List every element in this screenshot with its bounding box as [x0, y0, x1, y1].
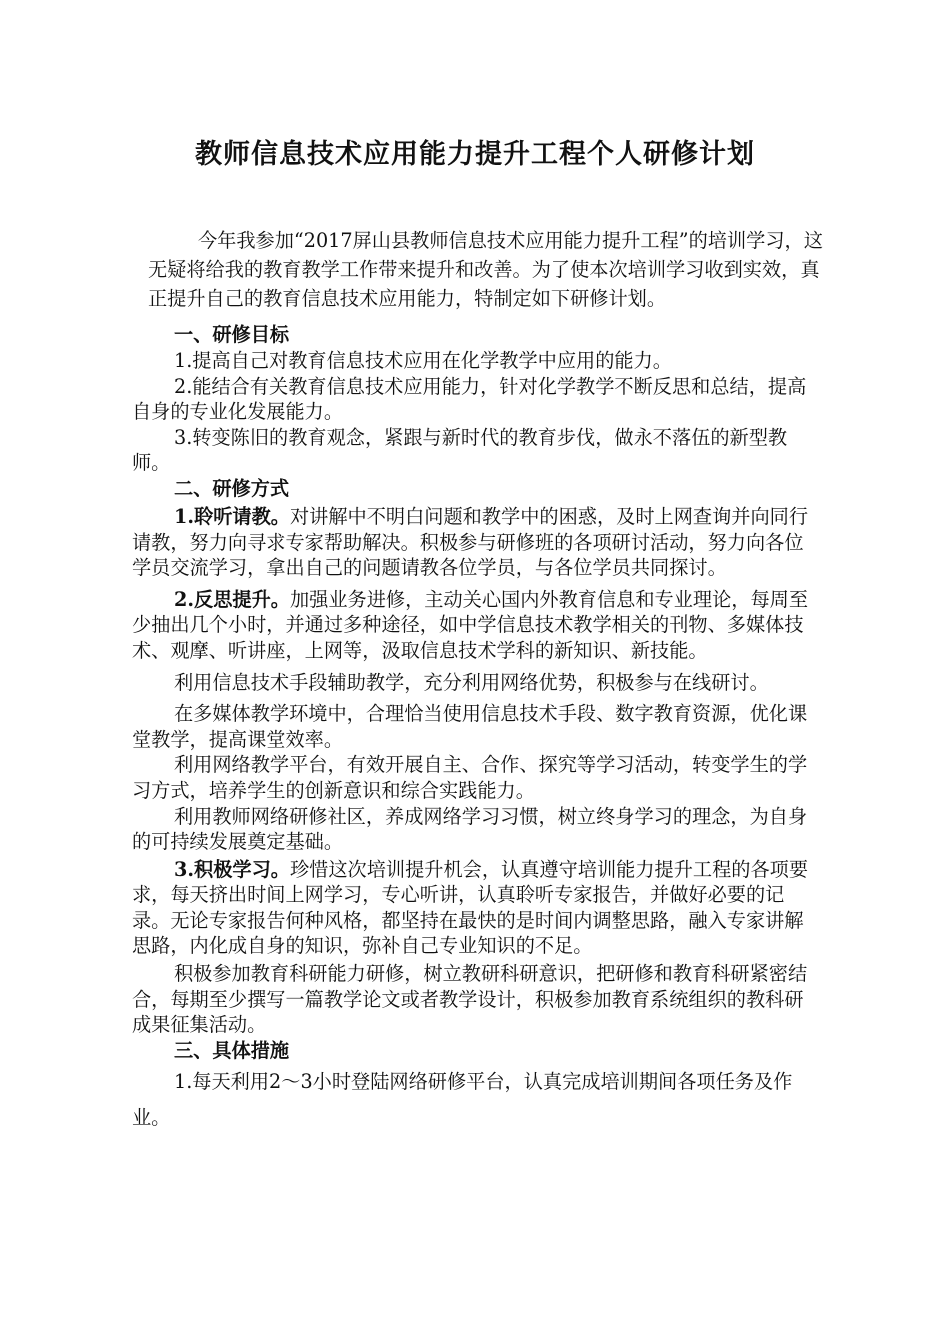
method-paragraph: [132, 857, 820, 959]
document-body: [132, 322, 820, 1136]
measure-item: 1.每天利用2～3小时登陆网络研修平台，认真完成培训期间各项任务及作业。: [132, 1069, 793, 1129]
document-title: 教师信息技术应用能力提升工程个人研修计划: [195, 139, 755, 170]
goal-item: 2.能结合有关教育信息技术应用能力，针对化学教学不断反思和总结，提高自身的专业化发展能力。: [132, 374, 807, 424]
method-paragraph: 利用教师网络研修社区，养成网络学习习惯，树立终身学习的理念，为自身的可持续发展奠定基础。: [132, 804, 808, 854]
method-paragraph: [132, 587, 820, 664]
method-lead: 3.积极学习。: [174, 857, 290, 881]
method-paragraph: 在多媒体教学环境中，合理恰当使用信息技术手段、数字教育资源，优化课堂教学，提高课堂效率。: [132, 702, 808, 751]
method-text: 珍惜这次培训提升机会，认真遵守培训能力提升工程的各项要求，每天挤出时间上网学习，专心听讲，认真聆听专家报告，并做好必要的记录。无论专家报告何种风格，都坚持在最快的是时间内调整思路，融入专家讲解思路，内化成自身的知识，弥补自己专业知识的不足。: [132, 857, 809, 958]
method-text: 对讲解中不明白问题和教学中的困惑，及时上网查询并向同行请教，努力向寻求专家帮助解决。积极参与研修班的各项研讨活动，努力向各位学员交流学习，拿出自己的问题请教各位学员，与各位学员共同探讨。: [132, 504, 809, 580]
method-text: 加强业务进修，主动关心国内外教育信息和专业理论，每周至少抽出几个小时，并通过多种途径，如中学信息技术教学相关的刊物、多媒体技术、观摩、听讲座，上网等，汲取信息技术学科的新知识、新技能。: [132, 587, 809, 662]
section-heading-methods: 二、研修方式: [174, 476, 290, 500]
goal-item: 3.转变陈旧的教育观念，紧跟与新时代的教育步伐，做永不落伍的新型教师。: [132, 425, 788, 475]
goal-item: 1.提高自己对教育信息技术应用在化学教学中应用的能力。: [174, 349, 672, 372]
intro-paragraph: 今年我参加“2017屏山县教师信息技术应用能力提升工程”的培训学习，这无疑将给我的教育教学工作带来提升和改善。为了使本次培训学习收到实效，真正提升自己的教育信息技术应用能力，特制定如下研修计划。: [148, 229, 823, 310]
method-paragraph: 利用网络教学平台，有效开展自主、合作、探究等学习活动，转变学生的学习方式，培养学生的创新意识和综合实践能力。: [132, 753, 808, 802]
method-lead: 1.聆听请教。: [174, 504, 290, 528]
section-heading-measures: 三、具体措施: [174, 1038, 290, 1062]
section-heading-goals: 一、研修目标: [174, 323, 290, 346]
method-lead: 2.反思提升。: [174, 587, 290, 611]
method-paragraph: [132, 504, 820, 581]
method-paragraph: 积极参加教育科研能力研修，树立教研科研意识，把研修和教育科研紧密结合，每期至少撰写一篇教学论文或者教学设计，积极参加教育系统组织的教科研成果征集活动。: [132, 962, 808, 1037]
method-paragraph: 利用信息技术手段辅助教学，充分利用网络优势，积极参与在线研讨。: [174, 670, 769, 694]
